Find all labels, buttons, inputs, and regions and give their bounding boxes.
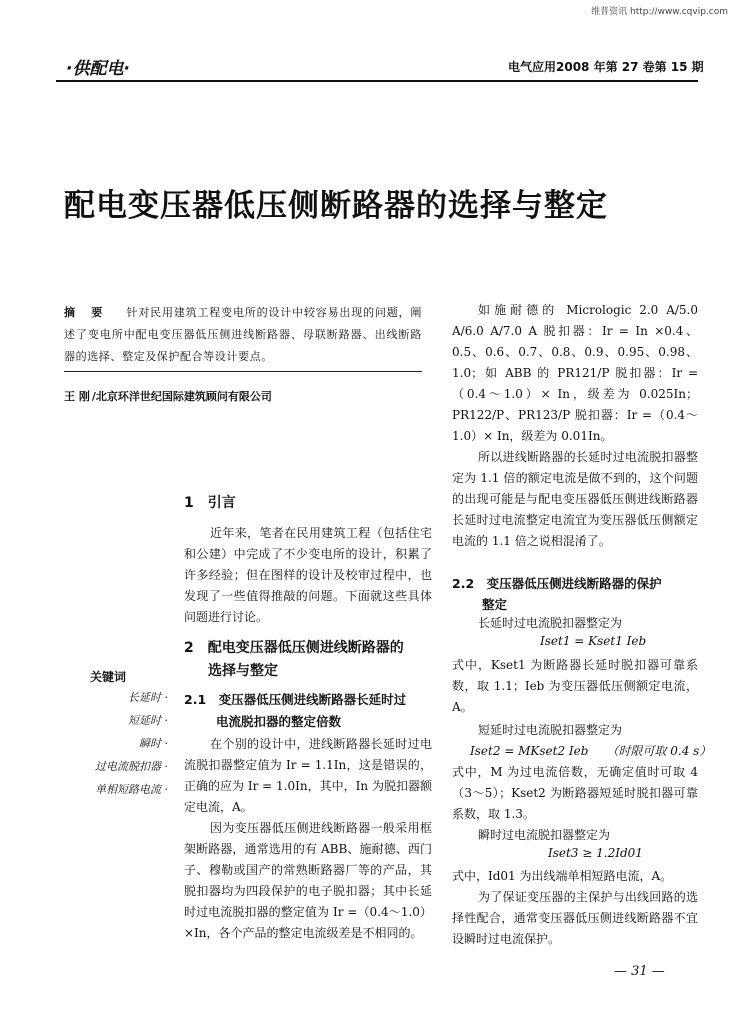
section-2-2-heading-cont: 整定: [482, 597, 508, 612]
abstract: [64, 302, 422, 368]
right-para-9: 为了保证变压器的主保护与出线回路的选择性配合，通常变压器低压侧进线断路器不宜设瞬时过电流保护。: [452, 890, 698, 946]
journal-info: 电气应用2008 年第 27 卷第 15 期: [508, 60, 704, 74]
formula-1: Iset1 = Kset1 Ieb: [540, 634, 647, 648]
keyword-item: 长延时 ·: [128, 691, 168, 704]
abstract-text: 针对民用建筑工程变电所的设计中较容易出现的问题，阐述了变电所中配电变压器低压侧进线断路器、母联断路器、出线断路器的选择、整定及保护配合等设计要点。: [64, 306, 422, 363]
right-para-3: 长延时过电流脱扣器整定为: [478, 616, 623, 630]
author-line: [64, 388, 272, 404]
right-para-1: 如施耐德的 Micrologic 2.0 A/5.0 A/6.0 A/7.0 A 脱扣器：Ir = In ×0.4、0.5、0.6、0.7、0.8、0.9、0.95、0.98、1.0；如 ABB 的 PR121/P 脱扣器：Ir =（0.4～1.0）× In，级差为 0.025In；PR122/P、PR123/P 脱扣器：Ir =（0.4～1.0）× In，级差为 0.01In。: [452, 303, 698, 443]
header-rule: [56, 80, 698, 82]
section-2-1-heading-cont: 电流脱扣器的整定倍数: [216, 714, 342, 729]
section-2-1-para-2: 因为变压器低压侧进线断路器一般采用框架断路器，通常选用的有 ABB、施耐德、西门子、穆勒或国产的常熟断路器厂等的产品，其脱扣器均为四段保护的电子脱扣器；其中长延时过电流脱扣器的整定值为 Ir =（0.4～1.0）×In，各个产品的整定电流级差是不相同的。: [184, 821, 432, 940]
author-affiliation: /北京环洋世纪国际建筑顾问有限公司: [91, 390, 272, 403]
section-2-heading-cont: 选择与整定: [208, 663, 278, 679]
author-name: 王 刚: [64, 390, 90, 403]
formula-2: Iset2 = MKset2 Ieb （时限可取 0.4 s）: [470, 744, 712, 758]
keyword-item: 过电流脱扣器 ·: [95, 760, 168, 773]
formula-3: Iset3 ≥ 1.2Id01: [548, 846, 643, 860]
keyword-item: 瞬时 ·: [139, 737, 168, 750]
keyword-item: 单相短路电流 ·: [95, 783, 168, 796]
section-1-heading: 1 引言: [184, 495, 236, 511]
right-para-7: 瞬时过电流脱扣器整定为: [478, 828, 611, 842]
section-2-heading: 2 配电变压器低压侧进线断路器的: [184, 640, 404, 656]
right-para-6: 式中，M 为过电流倍数，无确定值时可取 4（3～5）；Kset2 为断路器短延时脱扣器可靠系数，取 1.3。: [452, 765, 698, 821]
right-para-4: 式中，Kset1 为断路器长延时脱扣器可靠系数，取 1.1；Ieb 为变压器低压侧额定电流，A。: [452, 658, 698, 714]
right-para-5: 短延时过电流脱扣器整定为: [478, 723, 623, 737]
page-number: — 31 —: [614, 964, 665, 979]
keyword-item: 短延时 ·: [128, 714, 168, 727]
abstract-rule: [64, 371, 422, 372]
section-1-text: 近年来，笔者在民用建筑工程（包括住宅和公建）中完成了不少变电所的设计，积累了许多经验；但在图样的设计及校审过程中，也发现了一些值得推敲的问题。下面就这些具体问题进行讨论。: [184, 526, 432, 624]
right-para-2: 所以进线断路器的长延时过电流脱扣器整定为 1.1 倍的额定电流是做不到的，这个问题的出现可能是与配电变压器低压侧进线断路器长延时过电流整定电流宜为变压器低压侧额定电流的 1.1 倍之说相混淆了。: [452, 450, 698, 548]
section-2-2-heading: 2.2 变压器低压侧进线断路器的保护: [452, 576, 662, 591]
abstract-label: 摘 要: [64, 306, 109, 319]
keywords-label: 关键词: [90, 670, 127, 684]
section-2-1-para-1: 在个别的设计中，进线断路器长延时过电流脱扣器整定值为 Ir = 1.1In，这是错误的，正确的应为 Ir = 1.0In，其中，In 为脱扣器额定电流，A。: [184, 737, 432, 814]
right-para-8: 式中，Id01 为出线端单相短路电流，A。: [452, 869, 673, 883]
article-title: 配电变压器低压侧断路器的选择与整定: [64, 188, 608, 224]
section-2-1-heading: 2.1 变压器低压侧进线断路器长延时过: [184, 692, 407, 707]
section-tag: ·供配电·: [66, 59, 130, 79]
watermark: 维普资讯 http://www.cqvip.com: [591, 7, 728, 17]
